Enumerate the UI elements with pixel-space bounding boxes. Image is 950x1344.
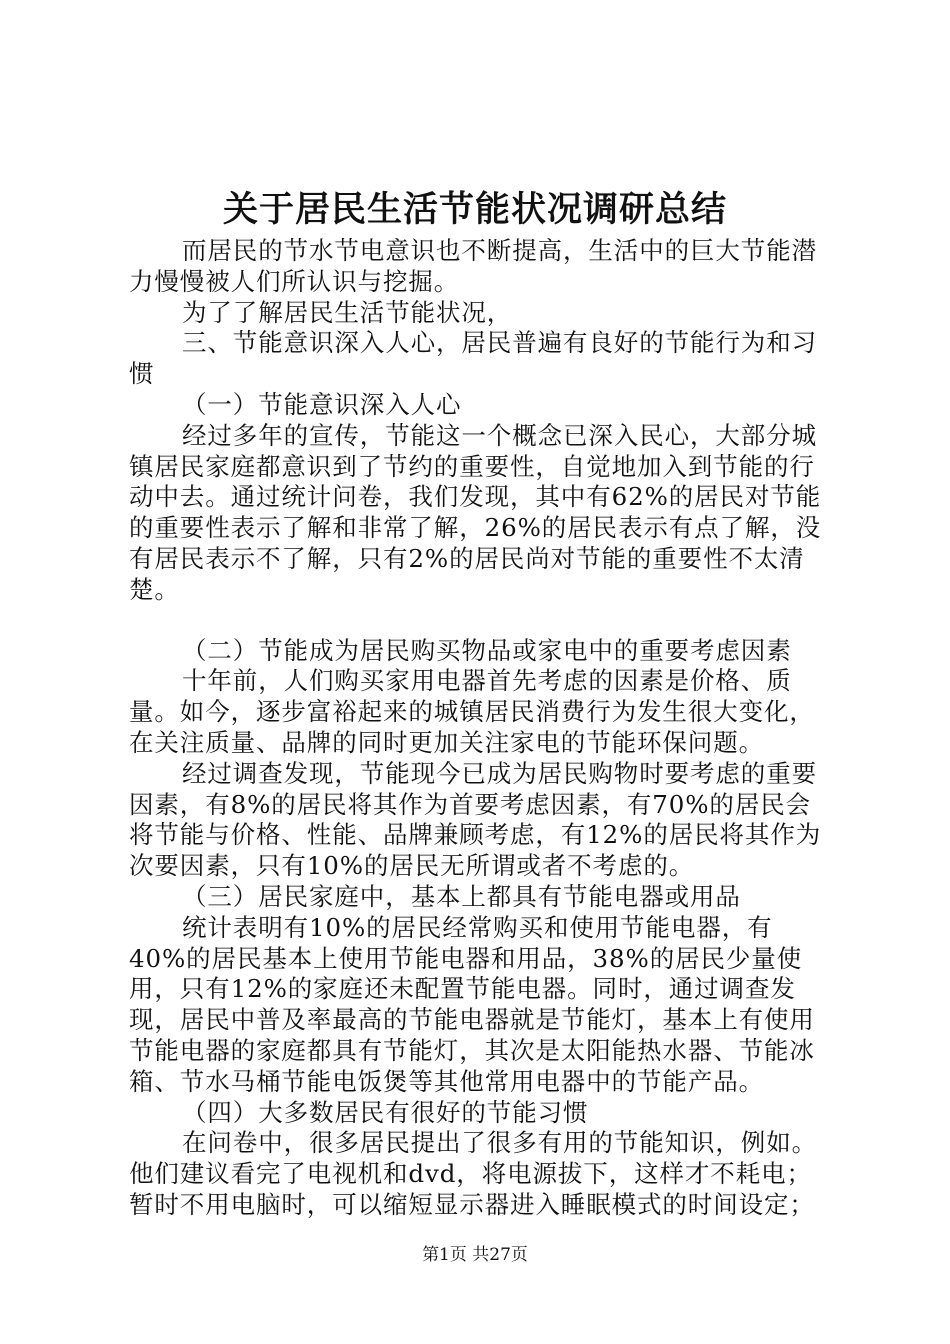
- document-title: 关于居民生活节能状况调研总结: [222, 189, 727, 230]
- subsection-heading-4: （四）大多数居民有很好的节能习惯: [182, 1097, 589, 1127]
- document-body: [129, 236, 829, 1221]
- paragraph-habits: 在问卷中，很多居民提出了很多有用的节能知识，例如。他们建议看完了电视机和dvd，将电源拔下，这样才不耗电；暂时不用电脑时，可以缩短显示器进入睡眠模式的时间设定；: [129, 1128, 817, 1219]
- subsection-heading-2: （二）节能成为居民购买物品或家电中的重要考虑因素: [182, 635, 792, 665]
- paragraph-gap: [129, 606, 829, 636]
- paragraph-ten-years-ago: 十年前，人们购买家用电器首先考虑的因素是价格、质量。如今，逐步富裕起来的城镇居民消费行为发生很大变化，在关注质量、品牌的同时更加关注家电的节能环保问题。: [129, 666, 815, 757]
- paragraph-purpose: 为了了解居民生活节能状况，: [182, 297, 513, 327]
- paragraph-intro: 而居民的节水节电意识也不断提高，生活中的巨大节能潜力慢慢被人们所认识与挖掘。: [129, 236, 817, 296]
- page-number-footer: 第1页 共27页: [422, 1245, 528, 1265]
- section-heading-3: 三、节能意识深入人心，居民普遍有良好的节能行为和习惯: [129, 328, 817, 389]
- subsection-heading-1: （一）节能意识深入人心: [182, 389, 462, 419]
- subsection-heading-3: （三）居民家庭中，基本上都具有节能电器或用品: [182, 881, 741, 911]
- paragraph-statistics: 统计表明有10%的居民经常购买和使用节能电器，有40%的居民基本上使用节能电器和用品，38%的居民少量使用，只有12%的家庭还未配置节能电器。同时，通过调查发现，居民中普及率最高的节能电器就是节能灯，基本上有使用节能电器的家庭都具有节能灯，其次是太阳能热水器、节能冰箱、节水马桶节能电饭煲等其他常用电器中的节能产品。: [129, 912, 815, 1096]
- paragraph-survey-findings: 经过调查发现，节能现今已成为居民购物时要考虑的重要因素，有8%的居民将其作为首要考虑因素，有70%的居民会将节能与价格、性能、品牌兼顾考虑，有12%的居民将其作为次要因素，只有10%的居民无所谓或者不考虑的。: [129, 758, 822, 881]
- paragraph-awareness: 经过多年的宣传，节能这一个概念已深入民心，大部分城镇居民家庭都意识到了节约的重要性，自觉地加入到节能的行动中去。通过统计问卷，我们发现，其中有62%的居民对节能的重要性表示了解和非常了解，26%的居民表示有点了解，没有居民表示不了解，只有2%的居民尚对节能的重要性不太清楚。: [129, 420, 822, 604]
